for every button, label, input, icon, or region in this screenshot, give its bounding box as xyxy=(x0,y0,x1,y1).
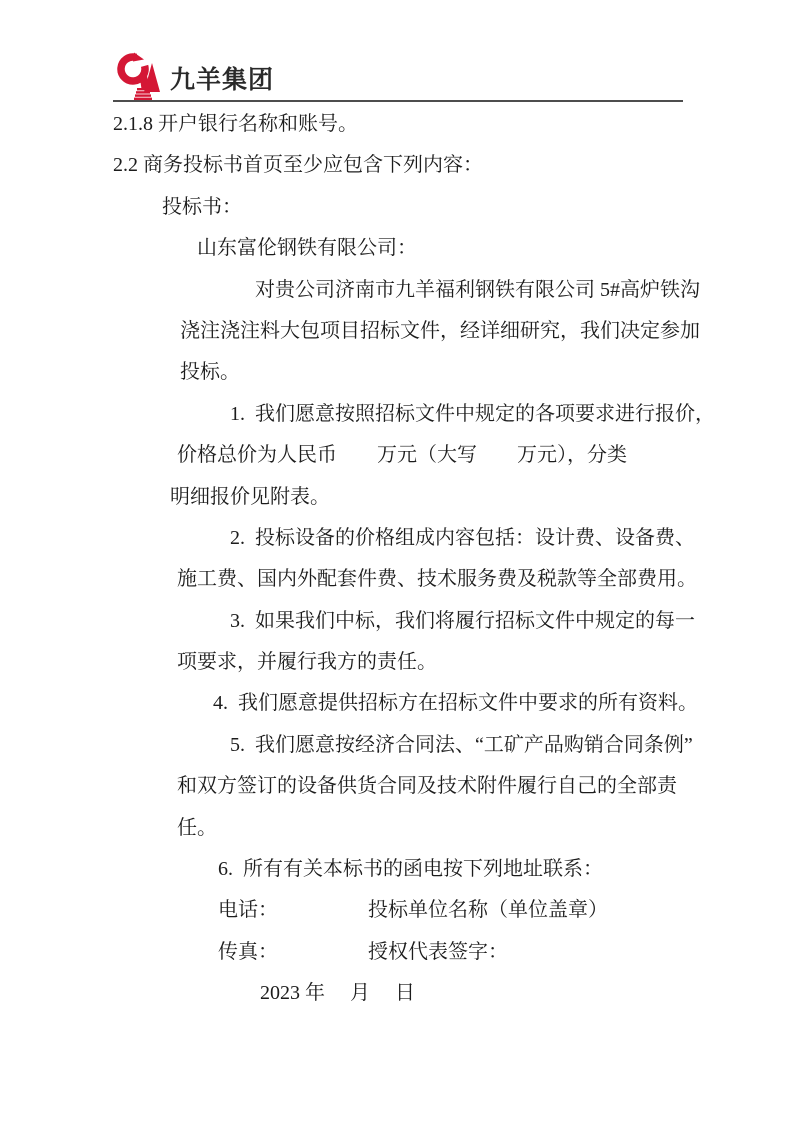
clause-2-1-8: 2.1.8 开户银行名称和账号。 xyxy=(113,113,358,135)
item-3-line-1: 3. 如果我们中标，我们将履行招标文件中规定的每一 xyxy=(230,609,695,632)
contact-fax-and-signature: 传真： 授权代表签字： xyxy=(218,940,508,963)
letterhead xyxy=(113,47,683,102)
item-2-line-2: 施工费、国内外配套件费、技术服务费及税款等全部费用。 xyxy=(177,568,697,591)
item-4-line-1: 4. 我们愿意提供招标方在招标文件中要求的所有资料。 xyxy=(213,692,698,715)
item-2-line-1: 2. 投标设备的价格组成内容包括：设计费、设备费、 xyxy=(230,526,695,549)
item-1-line-3: 明细报价见附表。 xyxy=(170,485,330,508)
contact-phone-and-unit: 电话： 投标单位名称（单位盖章） xyxy=(218,899,608,922)
item-1-line-2: 价格总价为人民币 万元（大写 万元），分类 xyxy=(177,444,627,467)
item-3-line-2: 项要求，并履行我方的责任。 xyxy=(177,651,437,674)
intro-paragraph-line-3: 投标。 xyxy=(180,361,240,384)
item-5-line-2: 和双方签订的设备供货合同及技术附件履行自己的全部责 xyxy=(177,775,677,798)
addressee-line: 山东富伦钢铁有限公司： xyxy=(197,237,417,260)
date-line: 2023 年 月 日 xyxy=(260,982,415,1005)
item-1-line-1: 1. 我们愿意按照招标文件中规定的各项要求进行报价， xyxy=(230,402,715,425)
letterhead-divider xyxy=(113,100,683,102)
bid-letter-heading: 投标书： xyxy=(162,195,242,218)
intro-paragraph-line-2: 浇注浇注料大包项目招标文件，经详细研究，我们决定参加 xyxy=(180,319,700,342)
jiuyang-ram-logo-icon xyxy=(113,48,163,102)
item-6-line-1: 6. 所有有关本标书的函电按下列地址联系： xyxy=(218,858,603,881)
logo-company-name: 九羊集团 xyxy=(170,66,275,94)
item-5-line-3: 任。 xyxy=(177,816,217,839)
document-body xyxy=(113,104,773,1015)
intro-paragraph-line-1: 对贵公司济南市九羊福利钢铁有限公司 5#高炉铁沟 xyxy=(255,278,700,301)
clause-2-2: 2.2 商务投标书首页至少应包含下列内容： xyxy=(113,154,483,177)
item-5-line-1: 5. 我们愿意按经济合同法、“工矿产品购销合同条例” xyxy=(230,733,693,756)
